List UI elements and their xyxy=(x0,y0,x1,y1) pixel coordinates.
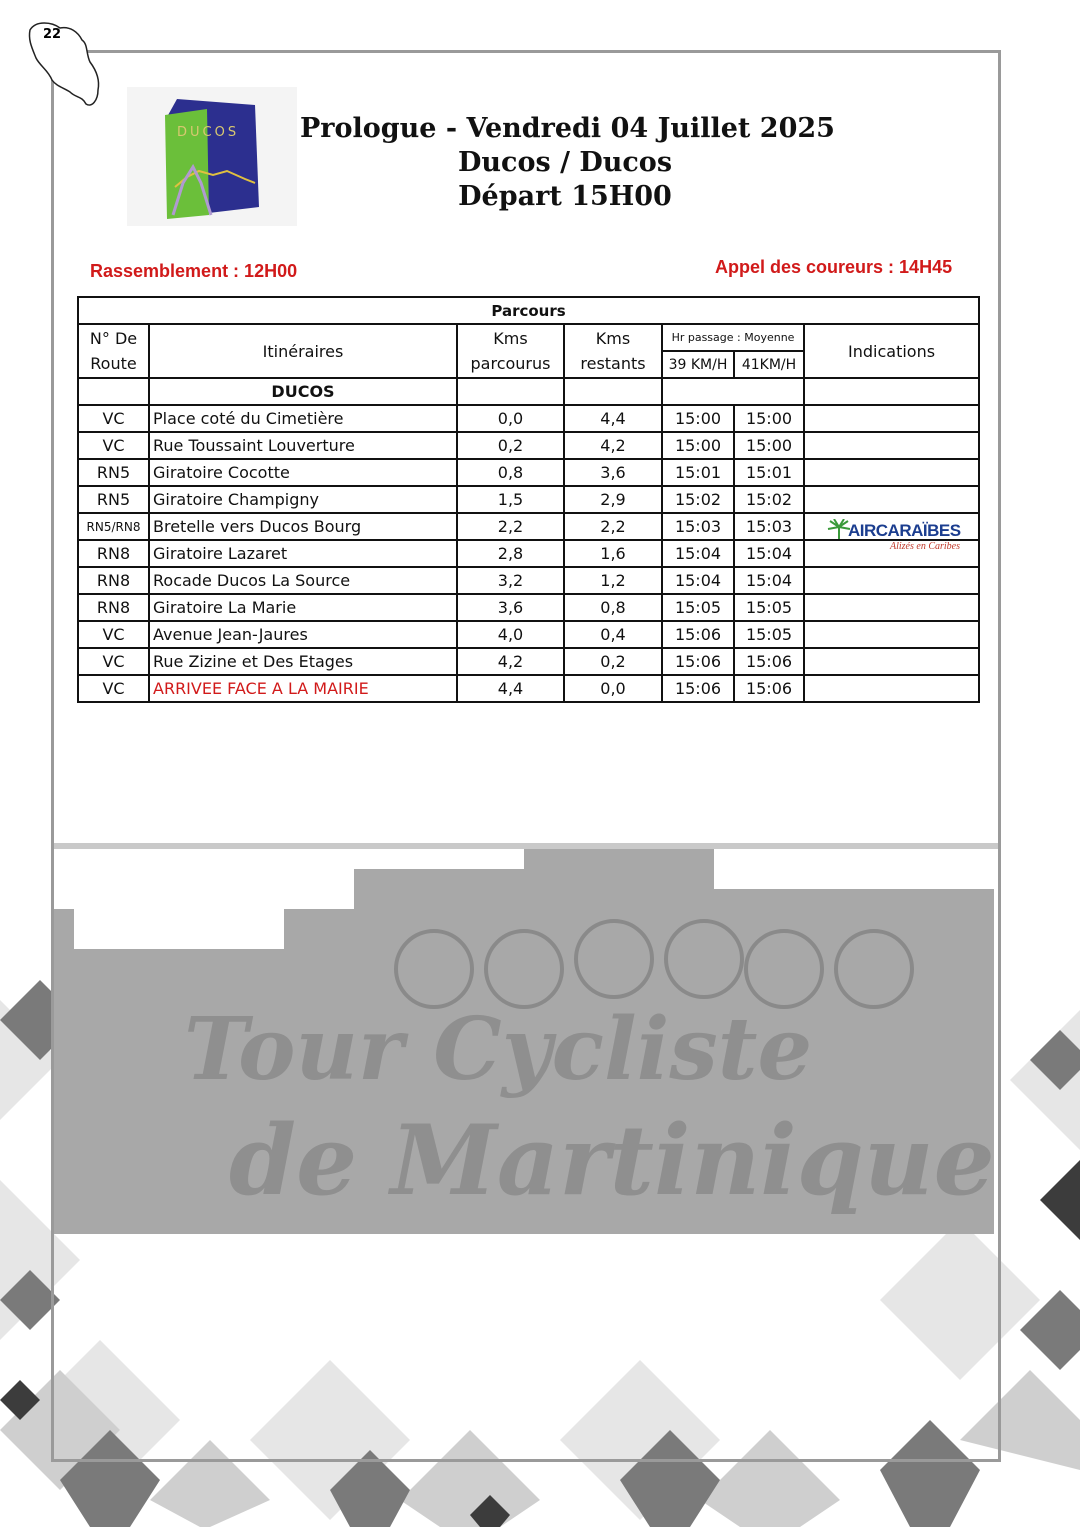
cell-itineraire: Rue Zizine et Des Etages xyxy=(149,648,457,675)
cell-route: VC xyxy=(78,432,149,459)
cell-kms-parcourus: 2,8 xyxy=(457,540,564,567)
table-row xyxy=(78,675,979,702)
page-number: 22 xyxy=(43,27,62,42)
table-row xyxy=(78,648,979,675)
cell-time-39: 15:04 xyxy=(662,540,734,567)
header-route-line1: N° De xyxy=(89,329,138,348)
cell-time-41: 15:01 xyxy=(734,459,804,486)
cell-itineraire: Giratoire Cocotte xyxy=(149,459,457,486)
header-kms-restants xyxy=(564,324,662,378)
cell-kms-parcourus: 3,2 xyxy=(457,567,564,594)
cell-time-39: 15:05 xyxy=(662,594,734,621)
table-row xyxy=(78,567,979,594)
aircaraibes-logo xyxy=(824,519,968,555)
cell-time-41: 15:00 xyxy=(734,432,804,459)
cell-time-41: 15:05 xyxy=(734,594,804,621)
cell-time-39: 15:01 xyxy=(662,459,734,486)
header-route xyxy=(78,324,149,378)
cell-indications xyxy=(804,486,979,513)
cell-route: RN8 xyxy=(78,540,149,567)
cell-time-39: 15:06 xyxy=(662,621,734,648)
table-row xyxy=(78,459,979,486)
cell-route: VC xyxy=(78,648,149,675)
header-kms-parcourus-line1: Kms xyxy=(493,329,528,348)
cell-time-39: 15:03 xyxy=(662,513,734,540)
table-row xyxy=(78,594,979,621)
cell-route: RN5 xyxy=(78,459,149,486)
appel-coureurs-time: Appel des coureurs : 14H45 xyxy=(715,257,953,277)
cell-indications xyxy=(804,459,979,486)
cell-kms-parcourus: 4,2 xyxy=(457,648,564,675)
cell-kms-restants: 0,4 xyxy=(564,621,662,648)
header-itineraires: Itinéraires xyxy=(149,324,457,378)
cell-route: RN5 xyxy=(78,486,149,513)
rassemblement-time: Rassemblement : 12H00 xyxy=(90,261,298,281)
cell-kms-restants: 1,2 xyxy=(564,567,662,594)
cell-time-41: 15:04 xyxy=(734,567,804,594)
cell-route: VC xyxy=(78,621,149,648)
cell-time-39: 15:06 xyxy=(662,648,734,675)
cell-itineraire: Giratoire La Marie xyxy=(149,594,457,621)
cell-kms-restants: 1,6 xyxy=(564,540,662,567)
aircaraibes-name: AIRCARAÏBES xyxy=(848,521,961,540)
watermark-line-1: Tour Cycliste xyxy=(184,999,813,1100)
cell-time-39: 15:00 xyxy=(662,432,734,459)
cell-route: VC xyxy=(78,675,149,702)
cell-itineraire: Rocade Ducos La Source xyxy=(149,567,457,594)
cell-indications xyxy=(804,594,979,621)
cell-itineraire: Place coté du Cimetière xyxy=(149,405,457,432)
cell-itineraire: Giratoire Champigny xyxy=(149,486,457,513)
cell-kms-parcourus: 3,6 xyxy=(457,594,564,621)
table-row xyxy=(78,621,979,648)
cell-kms-restants: 0,8 xyxy=(564,594,662,621)
cell-indications xyxy=(804,567,979,594)
cell-kms-parcourus: 2,2 xyxy=(457,513,564,540)
ducos-logo xyxy=(127,87,297,226)
cell-indications xyxy=(804,648,979,675)
cell-time-41: 15:02 xyxy=(734,486,804,513)
section-empty-cell xyxy=(78,378,149,405)
watermark-line-2: de Martinique xyxy=(229,1104,995,1217)
cell-kms-restants: 4,2 xyxy=(564,432,662,459)
header-kms-parcourus xyxy=(457,324,564,378)
header-speed-41: 41KM/H xyxy=(734,351,804,378)
title-line-1: Prologue - Vendredi 04 Juillet 2025 xyxy=(300,113,835,144)
cell-kms-parcourus: 0,0 xyxy=(457,405,564,432)
cell-kms-parcourus: 0,2 xyxy=(457,432,564,459)
cell-kms-restants: 4,4 xyxy=(564,405,662,432)
cell-time-41: 15:06 xyxy=(734,675,804,702)
table-row xyxy=(78,486,979,513)
cell-indications xyxy=(804,675,979,702)
cell-kms-restants: 2,2 xyxy=(564,513,662,540)
section-empty-cell xyxy=(662,378,804,405)
cell-kms-parcourus: 4,0 xyxy=(457,621,564,648)
table-row xyxy=(78,432,979,459)
cell-route: VC xyxy=(78,405,149,432)
cell-itineraire: Giratoire Lazaret xyxy=(149,540,457,567)
cell-time-41: 15:03 xyxy=(734,513,804,540)
cell-time-39: 15:00 xyxy=(662,405,734,432)
cell-route: RN5/RN8 xyxy=(78,513,149,540)
cell-time-41: 15:06 xyxy=(734,648,804,675)
title-line-2: Ducos / Ducos xyxy=(457,147,673,178)
cell-time-39: 15:06 xyxy=(662,675,734,702)
section-ducos: DUCOS xyxy=(149,378,457,405)
header-speed-39: 39 KM/H xyxy=(662,351,734,378)
header-route-line2: Route xyxy=(90,354,137,373)
cell-kms-restants: 3,6 xyxy=(564,459,662,486)
section-empty-cell xyxy=(457,378,564,405)
aircaraibes-tagline: Alizés en Caribes xyxy=(890,541,960,552)
cell-itineraire: ARRIVEE FACE A LA MAIRIE xyxy=(149,675,457,702)
cell-kms-restants: 0,2 xyxy=(564,648,662,675)
header-kms-restants-line1: Kms xyxy=(595,329,631,348)
cell-itineraire: Avenue Jean-Jaures xyxy=(149,621,457,648)
ducos-logo-text: DUCOS xyxy=(177,125,240,140)
cell-route: RN8 xyxy=(78,594,149,621)
header-kms-parcourus-line2: parcourus xyxy=(470,354,551,373)
cell-time-41: 15:05 xyxy=(734,621,804,648)
route-table xyxy=(77,296,980,703)
cell-kms-parcourus: 0,8 xyxy=(457,459,564,486)
ducos-logo-graphic xyxy=(127,87,297,226)
header-indications: Indications xyxy=(804,324,979,378)
table-row xyxy=(78,405,979,432)
cell-time-39: 15:02 xyxy=(662,486,734,513)
section-empty-cell xyxy=(564,378,662,405)
stage-title xyxy=(300,112,835,214)
cell-kms-restants: 0,0 xyxy=(564,675,662,702)
cell-indications xyxy=(804,405,979,432)
cell-indications xyxy=(804,621,979,648)
cell-itineraire: Bretelle vers Ducos Bourg xyxy=(149,513,457,540)
cell-route: RN8 xyxy=(78,567,149,594)
title-line-3: Départ 15H00 xyxy=(458,181,672,212)
cell-kms-parcourus: 4,4 xyxy=(457,675,564,702)
table-caption: Parcours xyxy=(78,297,979,324)
cell-kms-restants: 2,9 xyxy=(564,486,662,513)
cell-time-41: 15:04 xyxy=(734,540,804,567)
cell-indications xyxy=(804,432,979,459)
header-hr-passage: Hr passage : Moyenne xyxy=(662,324,804,351)
cell-itineraire: Rue Toussaint Louverture xyxy=(149,432,457,459)
martinique-map-icon xyxy=(26,18,104,110)
section-empty-cell xyxy=(804,378,979,405)
cell-kms-parcourus: 1,5 xyxy=(457,486,564,513)
header-kms-restants-line2: restants xyxy=(580,354,646,373)
cell-time-39: 15:04 xyxy=(662,567,734,594)
cell-time-41: 15:00 xyxy=(734,405,804,432)
